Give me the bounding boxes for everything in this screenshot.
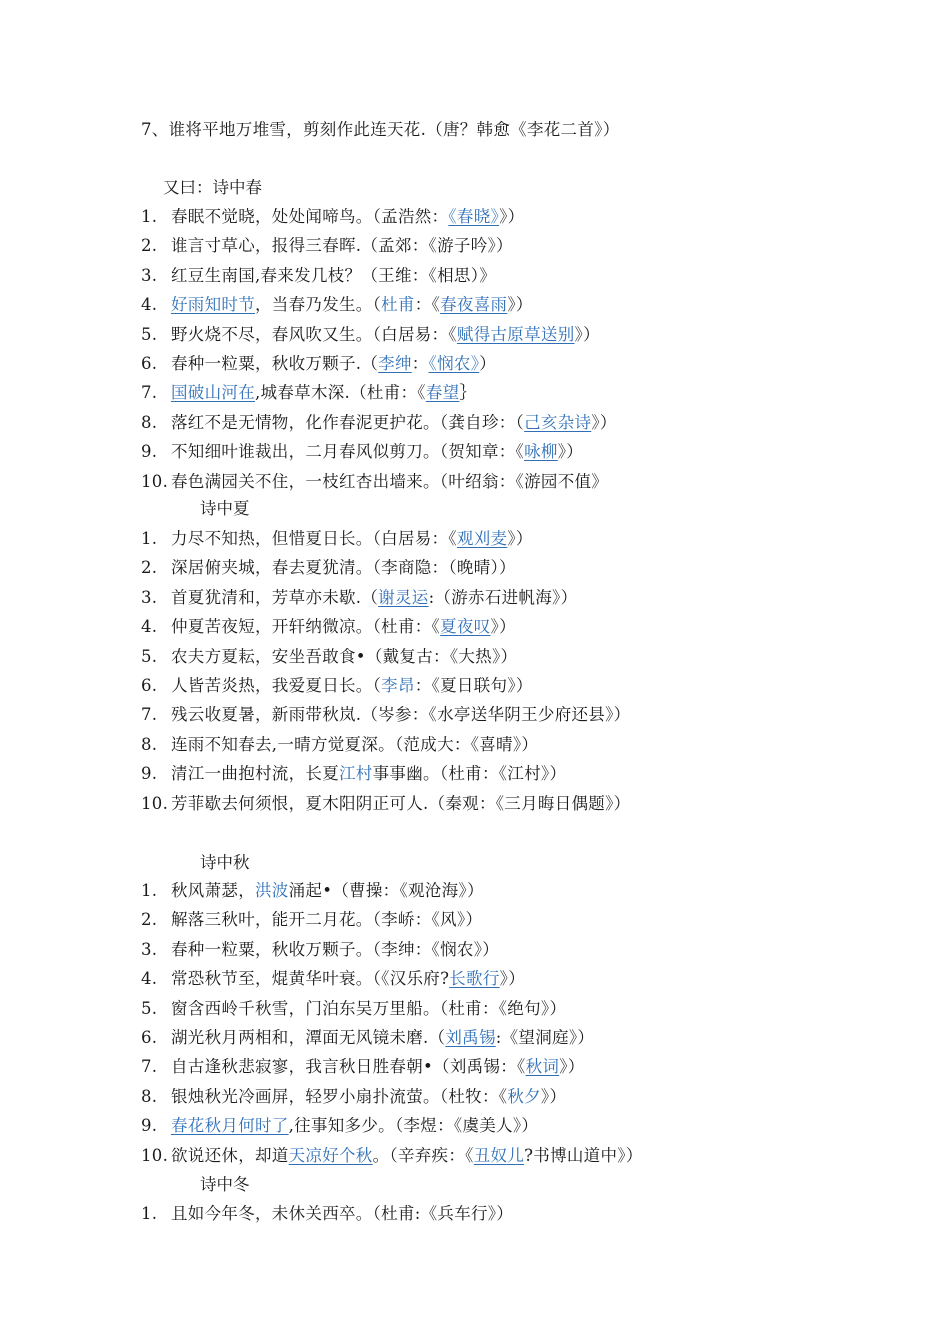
line-link[interactable]: 国破山河在 bbox=[171, 383, 255, 403]
line-link[interactable]: 长歌行 bbox=[449, 969, 500, 989]
poem-line bbox=[141, 616, 516, 638]
line-text: 农夫方夏耘，安坐吾敢食•（戴复古：《大热》） bbox=[171, 646, 518, 666]
poem-line bbox=[141, 1145, 643, 1167]
poem-line bbox=[141, 1027, 594, 1049]
line-link[interactable]: 秋夕 bbox=[507, 1086, 541, 1106]
poem-line bbox=[141, 441, 583, 463]
line-text: 谁言寸草心，报得三春晖.（孟郊：《游子吟》） bbox=[171, 236, 513, 256]
line-text: :《望洞庭》） bbox=[495, 1028, 595, 1047]
section-heading: 又曰：诗中春 bbox=[163, 178, 262, 197]
line-number: 4. bbox=[141, 617, 158, 637]
line-text: ，当春乃发生。（ bbox=[255, 295, 382, 315]
line-number: 1. bbox=[141, 529, 158, 548]
line-number: 1. bbox=[141, 207, 158, 226]
line-link[interactable]: 《春晓》 bbox=[448, 207, 500, 226]
line-text: 且如今年冬，未休关西卒。（杜甫:《兵车行》） bbox=[171, 1204, 514, 1223]
poem-line bbox=[141, 734, 538, 756]
line-text: 芳菲歇去何须恨，夏木阳阴正可人.（秦观：《三月晦日偶题》） bbox=[171, 793, 631, 813]
line-text: 》） bbox=[499, 207, 525, 226]
line-text: 春种一粒粟，秋收万颗子。（李绅：《悯农》） bbox=[171, 939, 500, 959]
line-number: 8. bbox=[141, 734, 158, 754]
poem-line bbox=[141, 1115, 538, 1137]
line-number: 9. bbox=[141, 1116, 158, 1136]
line-link[interactable]: 丑奴儿 bbox=[473, 1145, 525, 1165]
line-number: 2. bbox=[141, 910, 158, 930]
line-text: 事事幽。（杜甫：《江村》） bbox=[372, 764, 567, 784]
line-text: :（游赤石进帆海》） bbox=[428, 587, 578, 607]
poem-line bbox=[141, 235, 513, 257]
line-number: 2. bbox=[141, 558, 158, 578]
poem-line bbox=[141, 763, 566, 785]
line-text: ,城春草木深.（杜甫：《 bbox=[255, 383, 426, 403]
line-text: 人皆苦炎热，我爱夏日长。（ bbox=[171, 676, 382, 695]
poem-line bbox=[141, 412, 617, 434]
line-number: 7. bbox=[141, 383, 158, 403]
poem-line bbox=[141, 675, 533, 697]
poem-line bbox=[141, 294, 533, 316]
line-number: 5. bbox=[141, 998, 158, 1018]
poem-line bbox=[141, 382, 476, 404]
line-text: ） bbox=[479, 354, 497, 373]
line-text: 野火烧不尽，春风吹又生。（白居易：《 bbox=[171, 324, 457, 344]
line-text: 窗含西岭千秋雪，门泊东吴万里船。（杜甫：《绝句》） bbox=[171, 998, 567, 1018]
line-number: 5. bbox=[141, 646, 158, 666]
line-number: 4. bbox=[141, 969, 158, 989]
poem-line bbox=[141, 353, 496, 375]
intro-line bbox=[141, 119, 620, 141]
line-link[interactable]: 江村 bbox=[339, 764, 373, 784]
line-number: 8. bbox=[141, 1086, 158, 1106]
line-text: 银烛秋光冷画屏，轻罗小扇扑流萤。（杜牧：《 bbox=[171, 1086, 508, 1106]
poem-line bbox=[141, 998, 566, 1020]
line-text: 首夏犹清和，芳草亦未歇.（ bbox=[171, 587, 379, 607]
line-text: 》） bbox=[499, 969, 526, 989]
line-text: ｝ bbox=[459, 383, 477, 403]
line-number: 1. bbox=[141, 1204, 158, 1223]
line-text: ：《 bbox=[414, 295, 441, 315]
line-number: 7. bbox=[141, 705, 158, 725]
line-number: 8. bbox=[141, 412, 158, 432]
intro-text: 7、谁将平地万堆雪，剪刻作此连天花.（唐？韩愈《李花二首》） bbox=[141, 120, 620, 139]
line-text: 连雨不知春去,一晴方觉夏深。（范成大：《喜晴》） bbox=[171, 734, 539, 754]
line-link[interactable]: 咏柳 bbox=[524, 442, 558, 462]
line-number: 1. bbox=[141, 881, 158, 900]
poem-line bbox=[141, 1056, 585, 1078]
line-link[interactable]: 李昂 bbox=[381, 676, 415, 695]
line-text: 》） bbox=[540, 1086, 567, 1106]
line-link[interactable]: 己亥杂诗 bbox=[524, 412, 592, 432]
line-link[interactable]: 春望 bbox=[425, 383, 460, 403]
line-text: 春眠不觉晓，处处闻啼鸟。（孟浩然： bbox=[171, 207, 449, 226]
line-link[interactable]: 杜甫 bbox=[381, 295, 415, 315]
line-text: 红豆生南国,春来发几枝？（王维：《相思）》 bbox=[171, 265, 497, 285]
poem-line bbox=[141, 528, 533, 550]
line-text: 深居俯夹城，春去夏犹清。（李商隐：（晚晴）） bbox=[171, 558, 516, 578]
line-number: 10. bbox=[141, 793, 169, 813]
poem-line bbox=[141, 704, 630, 726]
line-number: 3. bbox=[141, 265, 158, 285]
line-text: 解落三秋叶，能开二月花。（李峤：《风》） bbox=[171, 910, 483, 930]
line-link[interactable]: 刘禹锡 bbox=[445, 1028, 496, 1047]
line-text: 》） bbox=[557, 442, 584, 462]
line-link[interactable]: 天凉好个秋 bbox=[288, 1145, 373, 1165]
line-number: 10. bbox=[141, 471, 169, 491]
line-text: 常恐秋节至，焜黄华叶衰。（《汉乐府? bbox=[171, 969, 450, 989]
poem-line bbox=[141, 793, 630, 815]
line-number: 7. bbox=[141, 1057, 158, 1077]
poem-line bbox=[141, 265, 496, 287]
poem-line bbox=[141, 206, 524, 228]
line-text: 》） bbox=[591, 412, 617, 432]
line-number: 6. bbox=[141, 676, 158, 695]
line-number: 6. bbox=[141, 354, 158, 373]
line-text: 湖光秋月两相和，潭面无风镜未磨.（ bbox=[171, 1028, 446, 1047]
line-link[interactable]: 赋得古原草送别 bbox=[456, 324, 575, 344]
line-text: ： bbox=[411, 354, 429, 373]
poem-line bbox=[141, 471, 608, 493]
line-text: 欲说还休，却道 bbox=[171, 1145, 289, 1165]
line-text: 》） bbox=[574, 324, 600, 344]
line-link[interactable]: 春花秋月何时了 bbox=[171, 1116, 289, 1136]
line-text: 残云收夏暑，新雨带秋岚.（岑参：《水亭送华阴王少府还县》） bbox=[171, 705, 631, 725]
poem-line bbox=[141, 1086, 566, 1108]
line-text: ,往事知多少。（李煜：《虞美人》） bbox=[288, 1116, 539, 1136]
poem-line bbox=[141, 880, 484, 902]
line-number: 10. bbox=[141, 1145, 169, 1165]
poem-line bbox=[141, 557, 516, 579]
section-heading: 诗中夏 bbox=[200, 499, 250, 518]
line-link[interactable]: 好雨知时节 bbox=[171, 295, 255, 315]
line-link[interactable]: 秋词 bbox=[525, 1057, 560, 1077]
line-text: 》） bbox=[507, 529, 533, 548]
line-number: 5. bbox=[141, 324, 158, 344]
poem-line bbox=[141, 324, 600, 346]
section-heading: 诗中冬 bbox=[200, 1175, 250, 1194]
line-text: 力尽不知热，但惜夏日长。（白居易：《 bbox=[171, 529, 457, 548]
line-link[interactable]: 洪波 bbox=[255, 881, 289, 900]
line-number: 6. bbox=[141, 1028, 158, 1047]
line-number: 4. bbox=[141, 295, 158, 315]
line-link[interactable]: 春夜喜雨 bbox=[440, 295, 508, 315]
line-text: 涌起•（曹操：《观沧海》） bbox=[288, 881, 484, 900]
line-text: 秋风萧瑟， bbox=[171, 881, 255, 900]
line-number: 9. bbox=[141, 764, 158, 784]
line-text: 不知细叶谁裁出，二月春风似剪刀。（贺知章：《 bbox=[171, 442, 525, 462]
line-text: 。（辛弃疾：《 bbox=[372, 1145, 474, 1165]
poem-line bbox=[141, 646, 517, 668]
line-link[interactable]: 李绅 bbox=[378, 354, 412, 373]
line-number: 3. bbox=[141, 587, 158, 607]
line-number: 9. bbox=[141, 442, 158, 462]
line-link[interactable]: 夏夜叹 bbox=[440, 617, 491, 637]
poem-line bbox=[141, 939, 499, 961]
line-text: 清江一曲抱村流，长夏 bbox=[171, 764, 339, 784]
line-text: 》） bbox=[559, 1057, 585, 1077]
line-text: 落红不是无情物，化作春泥更护花。（龚自珍：（ bbox=[171, 412, 525, 432]
line-text: ：《夏日联句》） bbox=[414, 676, 533, 695]
line-link[interactable]: 观刈麦 bbox=[456, 529, 508, 548]
poem-line bbox=[141, 909, 482, 931]
line-text: ?书博山道中》） bbox=[524, 1145, 643, 1165]
line-text: 仲夏苦夜短，开轩纳微凉。（杜甫：《 bbox=[171, 617, 441, 637]
poem-line bbox=[141, 1203, 513, 1225]
line-text: 春色满园关不住，一枝红杏出墙来。（叶绍翁：《游园不值》 bbox=[171, 471, 609, 491]
line-number: 3. bbox=[141, 939, 158, 959]
line-text: 春种一粒粟，秋收万颗子.（ bbox=[171, 354, 379, 373]
line-link[interactable]: 谢灵运 bbox=[378, 587, 429, 607]
section-heading: 诗中秋 bbox=[200, 853, 250, 872]
line-link[interactable]: 《悯农》 bbox=[428, 354, 480, 373]
line-text: 》） bbox=[490, 617, 516, 637]
line-text: 自古逢秋悲寂寥，我言秋日胜春朝•（刘禹锡：《 bbox=[171, 1057, 526, 1077]
line-text: 》） bbox=[507, 295, 533, 315]
poem-line bbox=[141, 968, 525, 990]
poem-line bbox=[141, 587, 577, 609]
line-number: 2. bbox=[141, 236, 158, 256]
